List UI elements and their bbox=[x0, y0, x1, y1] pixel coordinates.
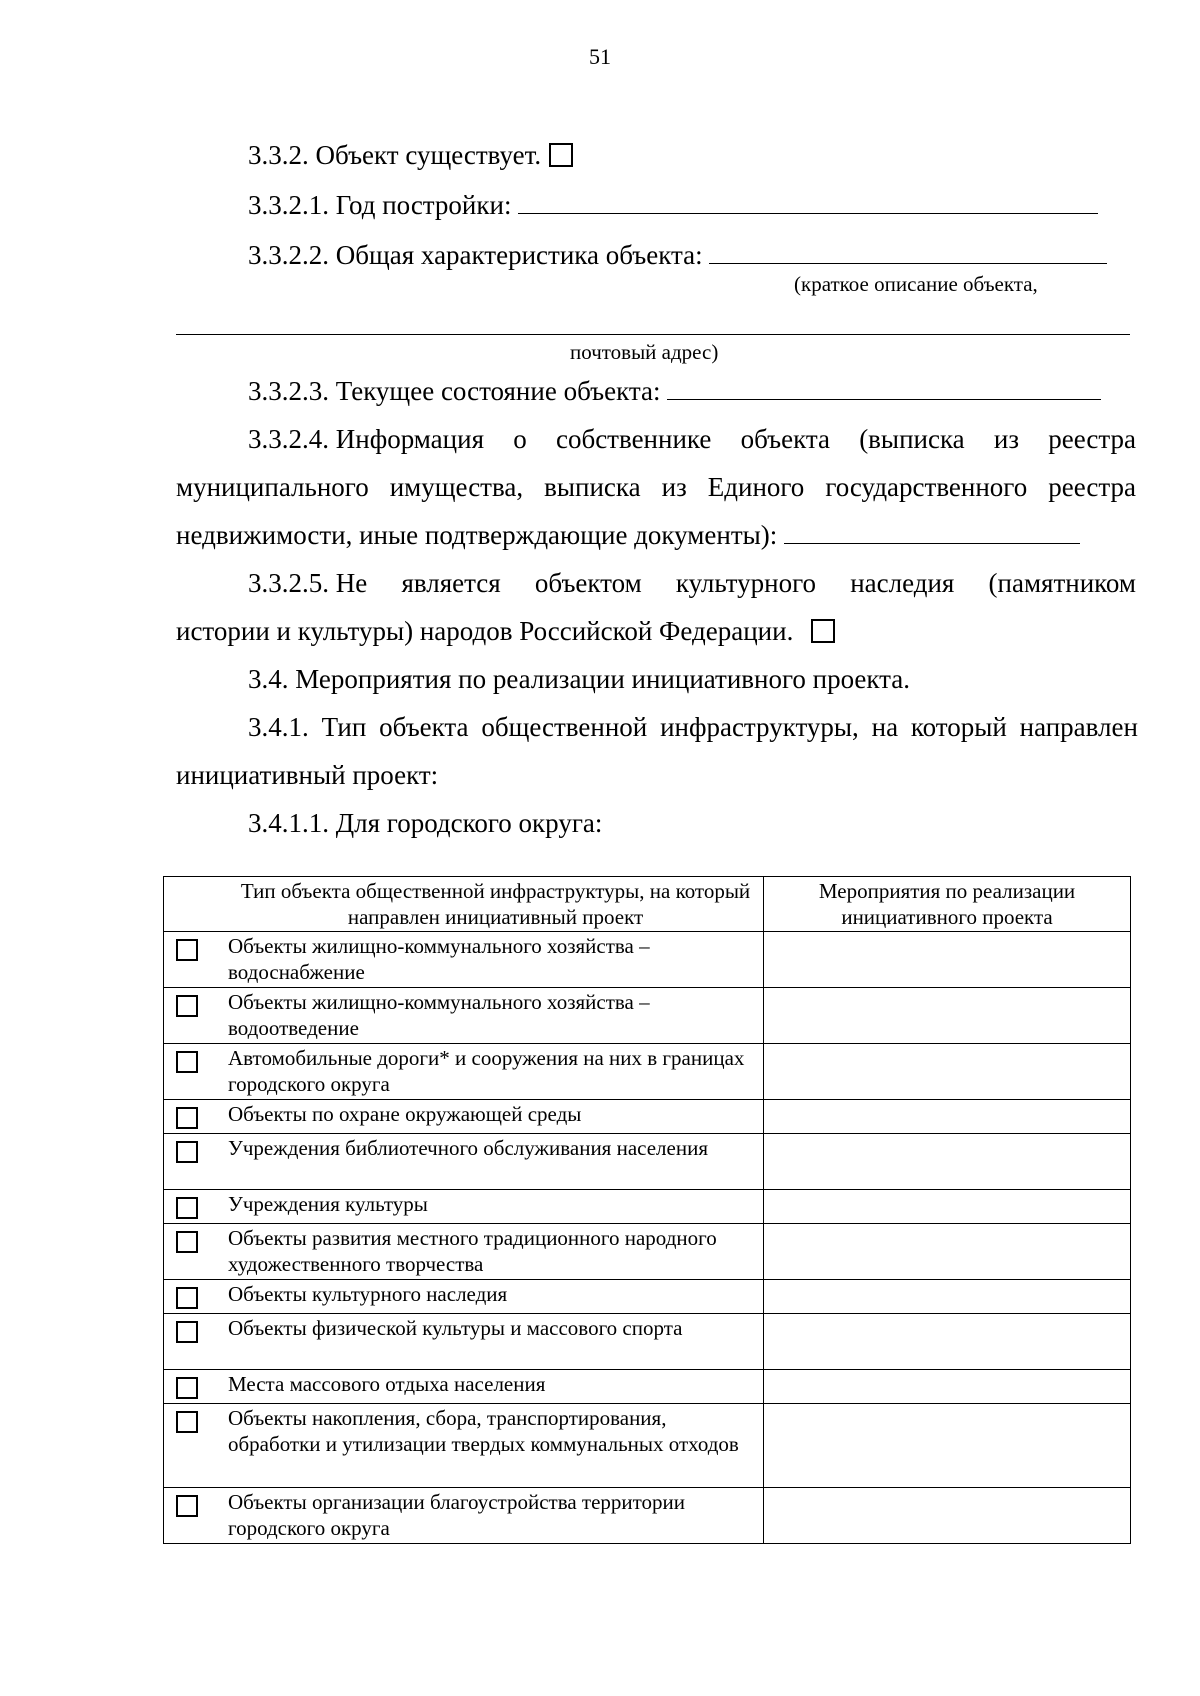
table-row bbox=[164, 1044, 1131, 1100]
item-infrastructure-type-line2: инициативный проект: bbox=[176, 760, 439, 790]
measures-cell[interactable] bbox=[764, 1190, 1131, 1224]
row-checkbox[interactable] bbox=[176, 1107, 198, 1129]
table-row bbox=[164, 1100, 1131, 1134]
item-year-built-label: 3.3.2.1. Год постройки: bbox=[248, 190, 512, 220]
item-owner-info-line1: 3.3.2.4. Информация о собственнике объекта (выписка из реестра bbox=[248, 424, 1136, 454]
measures-cell[interactable] bbox=[764, 1370, 1131, 1404]
measures-cell[interactable] bbox=[764, 1280, 1131, 1314]
item-year-built bbox=[248, 190, 1098, 221]
header-object-type: Тип объекта общественной инфраструктуры, на который направлен инициативный проект bbox=[164, 877, 764, 932]
row-checkbox[interactable] bbox=[176, 1377, 198, 1399]
not-heritage-checkbox[interactable] bbox=[811, 619, 835, 643]
row-label: Места массового отдыха населения bbox=[228, 1372, 546, 1396]
item-owner-info-line2: муниципального имущества, выписка из Единого государственного реестра bbox=[176, 472, 1136, 502]
row-label: Объекты развития местного традиционного народного художественного творчества bbox=[228, 1226, 717, 1276]
table-row bbox=[164, 988, 1131, 1044]
row-label: Объекты культурного наследия bbox=[228, 1282, 508, 1306]
row-checkbox[interactable] bbox=[176, 1411, 198, 1433]
item-not-heritage-line2: истории и культуры) народов Российской Федерации. bbox=[176, 616, 835, 647]
item-not-heritage-line1: 3.3.2.5. Не является объектом культурного наследия (памятником bbox=[248, 568, 1136, 598]
row-checkbox[interactable] bbox=[176, 1495, 198, 1517]
table-row bbox=[164, 1370, 1131, 1404]
row-label: Объекты по охране окружающей среды bbox=[228, 1102, 582, 1126]
table-row bbox=[164, 1190, 1131, 1224]
owner-info-field[interactable] bbox=[784, 521, 1080, 544]
page-number: 51 bbox=[589, 44, 611, 69]
table-row bbox=[164, 1404, 1131, 1488]
row-label: Автомобильные дороги* и сооружения на них в границах городского округа bbox=[228, 1046, 745, 1096]
row-checkbox[interactable] bbox=[176, 1321, 198, 1343]
measures-cell[interactable] bbox=[764, 1100, 1131, 1134]
table-row bbox=[164, 1134, 1131, 1190]
table-header-row bbox=[164, 877, 1131, 932]
table-row bbox=[164, 1488, 1131, 1544]
row-checkbox[interactable] bbox=[176, 995, 198, 1017]
item-object-exists-label: 3.3.2. Объект существует. bbox=[248, 140, 542, 170]
item-urban-district: 3.4.1.1. Для городского округа: bbox=[248, 808, 603, 838]
general-description-field-line2[interactable] bbox=[176, 334, 1130, 335]
item-infrastructure-type-line1: 3.4.1. Тип объекта общественной инфраструктуры, на который направлен bbox=[248, 712, 1138, 742]
measures-cell[interactable] bbox=[764, 1314, 1131, 1370]
header-measures: Мероприятия по реализации инициативного проекта bbox=[764, 877, 1131, 932]
row-label: Объекты жилищно-коммунального хозяйства – водоотведение bbox=[228, 990, 650, 1040]
infrastructure-table bbox=[163, 876, 1131, 1544]
general-description-field[interactable] bbox=[709, 241, 1107, 264]
row-checkbox[interactable] bbox=[176, 1197, 198, 1219]
row-label: Объекты жилищно-коммунального хозяйства – водоснабжение bbox=[228, 934, 650, 984]
row-checkbox[interactable] bbox=[176, 939, 198, 961]
table-row bbox=[164, 1280, 1131, 1314]
row-checkbox[interactable] bbox=[176, 1141, 198, 1163]
row-checkbox[interactable] bbox=[176, 1287, 198, 1309]
item-object-exists bbox=[248, 140, 573, 171]
item-current-state bbox=[248, 376, 1101, 407]
measures-cell[interactable] bbox=[764, 988, 1131, 1044]
row-label: Объекты накопления, сбора, транспортирования, обработки и утилизации твердых коммунальных отходов bbox=[228, 1406, 739, 1456]
item-owner-info-line3: недвижимости, иные подтверждающие документы): bbox=[176, 520, 1080, 551]
hint-postal-address: почтовый адрес) bbox=[570, 340, 719, 364]
measures-cell[interactable] bbox=[764, 1488, 1131, 1544]
measures-cell[interactable] bbox=[764, 1134, 1131, 1190]
row-checkbox[interactable] bbox=[176, 1051, 198, 1073]
measures-cell[interactable] bbox=[764, 1044, 1131, 1100]
measures-cell[interactable] bbox=[764, 1404, 1131, 1488]
row-label: Учреждения культуры bbox=[228, 1192, 428, 1216]
item-current-state-label: 3.3.2.3. Текущее состояние объекта: bbox=[248, 376, 661, 406]
item-general-description bbox=[248, 240, 1107, 271]
row-checkbox[interactable] bbox=[176, 1231, 198, 1253]
row-label: Объекты организации благоустройства территории городского округа bbox=[228, 1490, 686, 1540]
row-label: Учреждения библиотечного обслуживания населения bbox=[228, 1136, 708, 1160]
hint-short-description: (краткое описание объекта, bbox=[794, 272, 1038, 296]
measures-cell[interactable] bbox=[764, 932, 1131, 988]
table-row bbox=[164, 932, 1131, 988]
object-exists-checkbox[interactable] bbox=[549, 143, 573, 167]
row-label: Объекты физической культуры и массового спорта bbox=[228, 1316, 683, 1340]
item-general-description-label: 3.3.2.2. Общая характеристика объекта: bbox=[248, 240, 703, 270]
table-row bbox=[164, 1314, 1131, 1370]
year-built-field[interactable] bbox=[518, 191, 1098, 214]
measures-cell[interactable] bbox=[764, 1224, 1131, 1280]
section-measures: 3.4. Мероприятия по реализации инициативного проекта. bbox=[248, 664, 911, 694]
table-row bbox=[164, 1224, 1131, 1280]
current-state-field[interactable] bbox=[667, 377, 1101, 400]
